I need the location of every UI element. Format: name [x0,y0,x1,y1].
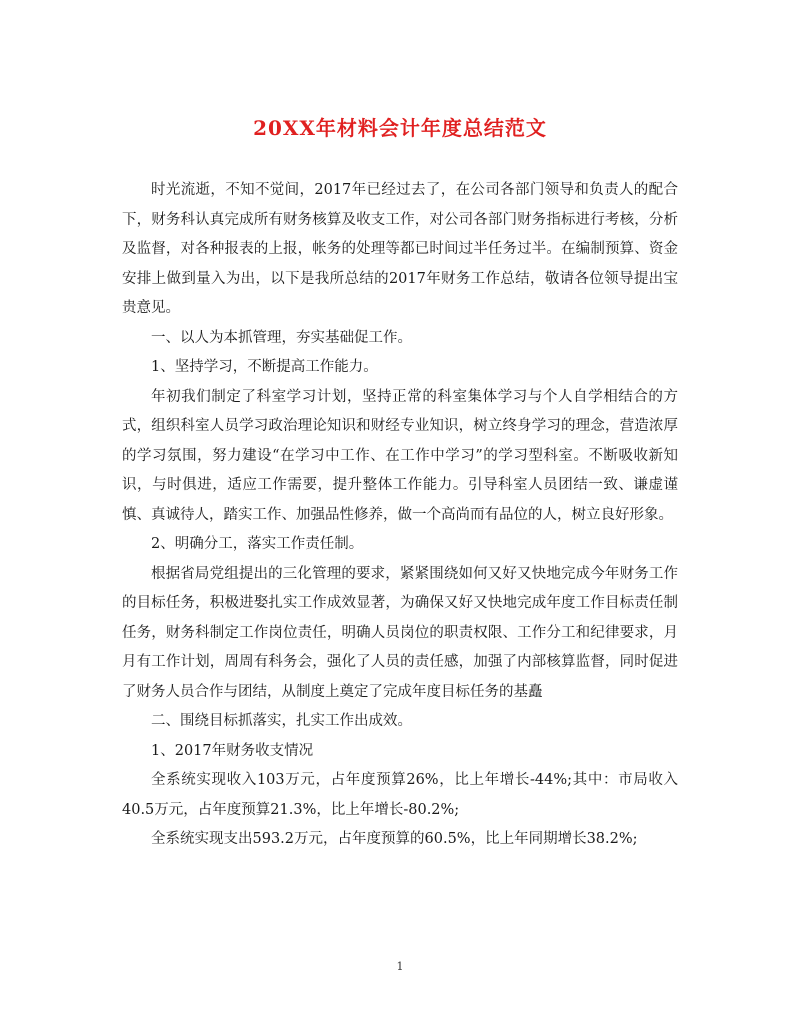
body-paragraph: 根据省局党组提出的三化管理的要求，紧紧围绕如何又好又快地完成今年财务工作的目标任务，积极进娶扎实工作成效显著，为确保又好又快地完成年度工作目标责任制任务，财务科制定工作岗位责任，明确人员岗位的职责权限、工作分工和纪律要求，月月有工作计划，周周有科务会，强化了人员的责任感，加强了内部核算监督，同时促进了财务人员合作与团结，从制度上奠定了完成年度目标任务的基矗 [122,565,678,700]
intro-paragraph: 时光流逝，不知不觉间，2017年已经过去了，在公司各部门领导和负责人的配合下，财务科认真完成所有财务核算及收支工作，对公司各部门财务指标进行考核，分析及监督，对各种报表的上报，帐务的处理等都已时间过半任务过半。在编制预算、资金安排上做到量入为出，以下是我所总结的2017年财务工作总结，敬请各位领导提出宝贵意见。 [122,182,678,316]
page-title: 20XX年材料会计年度总结范文 [253,116,547,140]
subsection-heading: 1、2017年财务收支情况 [151,742,314,759]
section-heading: 二、围绕目标抓落实，扎实工作出成效。 [151,713,412,729]
document-body [122,176,678,855]
body-paragraph: 全系统实现收入103万元，占年度预算26%，比上年增长-44%;其中：市局收入40.5万元，占年度预算21.3%，比上年增长-80.2%; [122,772,678,818]
page-number: 1 [396,960,404,973]
section-heading: 一、以人为本抓管理，夯实基础促工作。 [151,329,412,346]
subsection-heading: 2、明确分工，落实工作责任制。 [151,536,364,552]
body-paragraph: 全系统实现支出593.2万元，占年度预算的60.5%，比上年同期增长38.2%; [151,831,638,847]
subsection-heading: 1、坚持学习，不断提高工作能力。 [151,359,378,375]
body-paragraph: 年初我们制定了科室学习计划，坚持正常的科室集体学习与个人自学相结合的方式，组织科室人员学习政治理论知识和财经专业知识，树立终身学习的理念，营造浓厚的学习氛围，努力建设“在学习中工作、在工作中学习”的学习型科室。不断吸收新知识，与时俱进，适应工作需要，提升整体工作能力。引导科室人员团结一致、谦虚谨慎、真诚待人，踏实工作、加强品性修养，做一个高尚而有品位的人，树立良好形象。 [122,388,678,523]
